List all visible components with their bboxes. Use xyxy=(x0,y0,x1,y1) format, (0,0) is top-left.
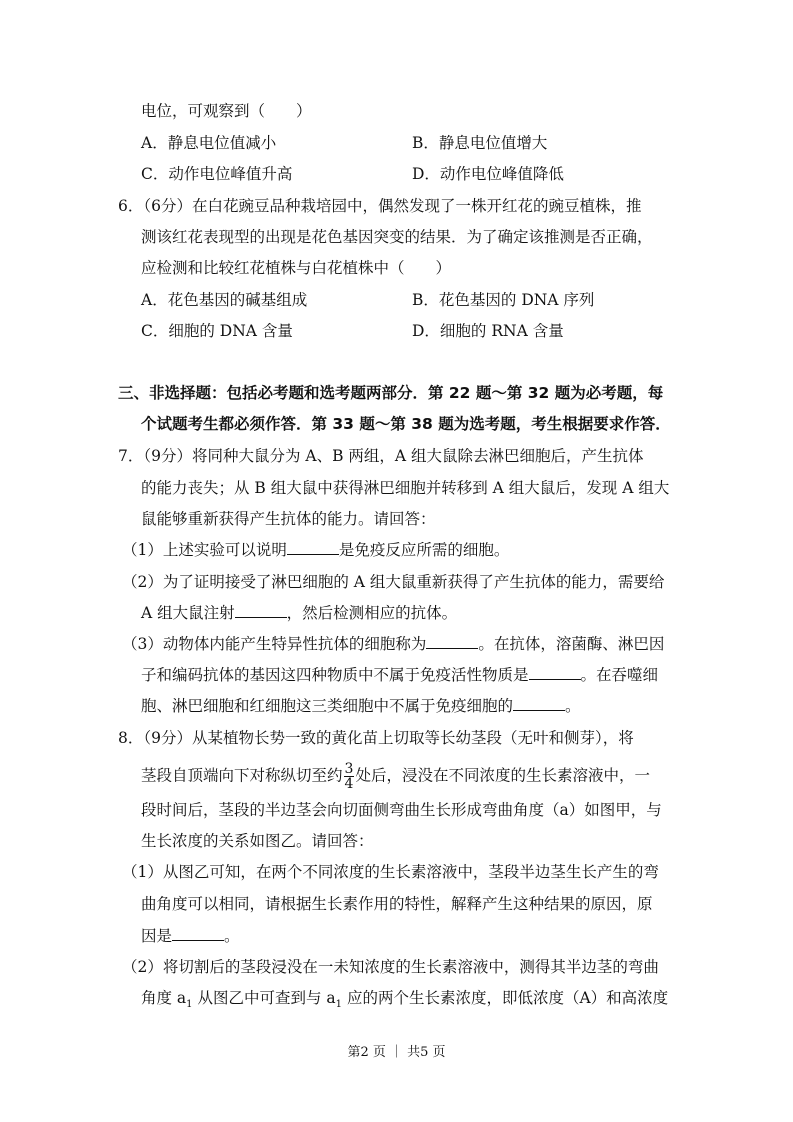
subscript: 1 xyxy=(186,999,193,1011)
section-3-heading-line-1: 三、非选择题：包括必考题和选考题两部分．第 22 题～第 32 题为必考题，每 xyxy=(118,384,664,402)
q8-stem-line-1: 8．（9分）从某植物长势一致的黄化苗上切取等长幼茎段（无叶和侧芽），将 xyxy=(118,729,634,747)
q8-stem-line-2 xyxy=(141,762,650,791)
q6-option-a: A．花色基因的碱基组成 xyxy=(141,291,308,309)
q8-part-1-line-1: （1）从图乙可知，在两个不同浓度的生长素溶液中，茎段半边茎生长产生的弯 xyxy=(122,863,659,881)
q7-stem-line-1: 7．（9分）将同种大鼠分为 A、B 两组，A 组大鼠除去淋巴细胞后，产生抗体 xyxy=(118,447,644,465)
q6-option-d: D．细胞的 RNA 含量 xyxy=(412,322,564,340)
q7-part-3-text-b: 。在抗体，溶菌酶、淋巴因 xyxy=(478,635,665,653)
q8-part-2-text-a: 角度 a xyxy=(141,989,187,1007)
fraction-numerator: 3 xyxy=(344,761,354,777)
q8-part-2-text-b: 从图乙中可查到与 a xyxy=(192,989,336,1007)
q8-part-1-line-3 xyxy=(141,925,240,947)
q8-part-2-line-2 xyxy=(141,987,668,1016)
q5-option-d: D．动作电位峰值降低 xyxy=(412,165,564,183)
q7-part-3-text-f: 。 xyxy=(565,697,581,715)
fraction-three-quarters xyxy=(344,762,355,791)
q8-stem-line-3: 段时间后，茎段的半边茎会向切面侧弯曲生长形成弯曲角度（a）如图甲，与 xyxy=(141,801,662,819)
q7-part-2-line-1: （2）为了证明接受了淋巴细胞的 A 组大鼠重新获得了产生抗体的能力，需要给 xyxy=(122,573,665,591)
q5-option-b: B．静息电位值增大 xyxy=(412,134,548,152)
q7-part-2-text-a: A 组大鼠注射 xyxy=(141,604,235,622)
q7-part-3-text-e: 胞、淋巴细胞和红细胞这三类细胞中不属于免疫细胞的 xyxy=(141,697,514,715)
q6-stem-line-1: 6．（6分）在白花豌豆品种栽培园中，偶然发现了一株开红花的豌豆植株，推 xyxy=(118,197,642,215)
q8-stem-line-4: 生长浓度的关系如图乙。请回答： xyxy=(141,832,374,850)
q7-stem-line-2: 的能力丧失；从 B 组大鼠中获得淋巴细胞并转移到 A 组大鼠后，发现 A 组大 xyxy=(141,479,670,497)
q7-part-3-text-a: （3）动物体内能产生特异性抗体的细胞称为 xyxy=(122,635,427,653)
q7-stem-line-3: 鼠能够重新获得产生抗体的能力。请回答： xyxy=(141,510,436,528)
q8-stem-line-2-text-b: 处后，浸没在不同浓度的生长素溶液中，一 xyxy=(355,766,650,785)
q8-part-1-line-2: 曲角度可以相同，请根据生长素作用的特性，解释产生这种结果的原因，原 xyxy=(141,895,653,913)
q7-part-1 xyxy=(122,539,509,561)
q7-part-3-line-1 xyxy=(122,633,664,655)
subscript: 1 xyxy=(335,999,343,1011)
q8-part-2-text-c: 应的两个生长素浓度，即低浓度（A）和高浓度 xyxy=(342,989,669,1007)
q5-option-a: A．静息电位值减小 xyxy=(141,134,277,152)
q6-stem-line-3: 应检测和比较红花植株与白花植株中（ ） xyxy=(141,259,452,277)
q5-stem-continued: 电位，可观察到（ ） xyxy=(141,102,312,120)
q8-stem-line-2-text-a: 茎段自顶端向下对称纵切至约 xyxy=(141,766,343,785)
answer-blank[interactable] xyxy=(235,603,287,618)
q7-part-3-line-2 xyxy=(141,664,658,686)
q6-stem-line-2: 测该红花表现型的出现是花色基因突变的结果．为了确定该推测是否正确， xyxy=(141,228,653,246)
q7-part-3-line-3 xyxy=(141,695,581,717)
section-3-heading-line-2: 个试题考生都必须作答．第 33 题～第 38 题为选考题，考生根据要求作答． xyxy=(141,415,671,433)
fraction-denominator: 4 xyxy=(344,776,354,792)
answer-blank[interactable] xyxy=(172,926,224,941)
page-footer: 第2 页 ｜ 共5 页 xyxy=(347,1045,446,1060)
answer-blank[interactable] xyxy=(513,696,565,711)
q7-part-1-text-a: （1）上述实验可以说明 xyxy=(122,541,287,559)
q8-part-1-text-d: 。 xyxy=(224,927,240,945)
q6-option-c: C．细胞的 DNA 含量 xyxy=(141,322,293,340)
q7-part-2-text-b: ，然后检测相应的抗体。 xyxy=(286,604,458,622)
answer-blank[interactable] xyxy=(529,665,581,680)
q8-part-1-text-c: 因是 xyxy=(141,927,173,945)
answer-blank[interactable] xyxy=(287,540,339,555)
answer-blank[interactable] xyxy=(426,634,478,649)
q7-part-2-line-2 xyxy=(141,602,457,624)
q7-part-3-text-c: 子和编码抗体的基因这四种物质中不属于免疫活性物质是 xyxy=(141,666,529,684)
q8-part-2-line-1: （2）将切割后的茎段浸没在一未知浓度的生长素溶液中，测得其半边茎的弯曲 xyxy=(122,958,659,976)
q7-part-1-text-b: 是免疫反应所需的细胞。 xyxy=(338,541,510,559)
q6-option-b: B．花色基因的 DNA 序列 xyxy=(412,291,595,309)
q7-part-3-text-d: 。在吞噬细 xyxy=(580,666,659,684)
q5-option-c: C．动作电位峰值升高 xyxy=(141,165,293,183)
